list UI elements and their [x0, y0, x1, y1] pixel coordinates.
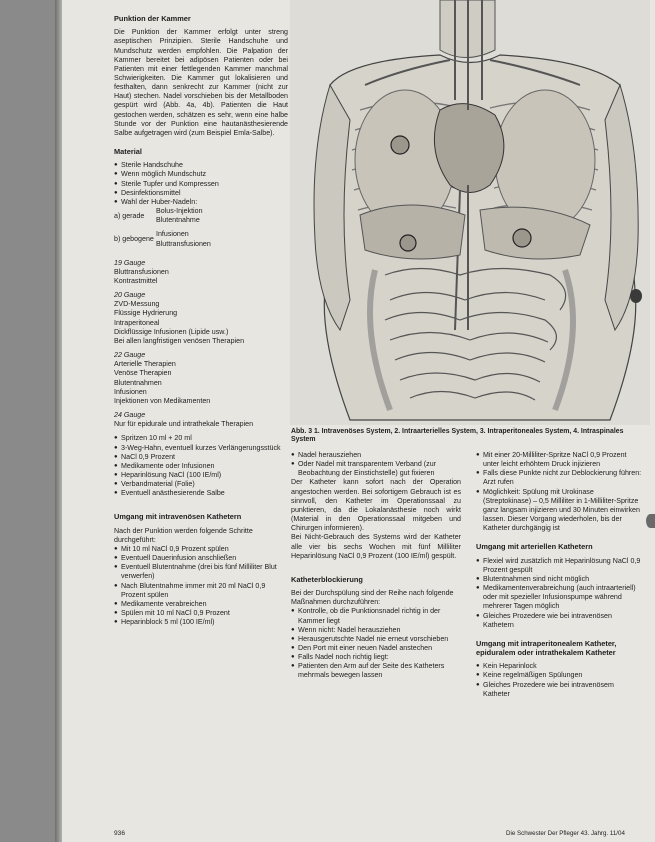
heading-venous-catheter: Umgang mit intravenösen Kathetern [114, 512, 242, 522]
paragraph-non-use: Bei Nicht-Gebrauch des Systems wird der Katheter alle vier bis sechs Wochen mit fünf Milliliter Heparinlösung NaCl 0,9 Prozent (100 IE/ml) gespült. [291, 533, 461, 560]
middle-column [291, 451, 461, 681]
venous-intro: Nach der Punktion werden folgende Schritte durchgeführt: [114, 526, 253, 544]
gauge-line: Nur für epidurale und intrathekale Therapien [114, 420, 254, 429]
figure-caption: Abb. 3 1. Intravenöses System, 2. Intraarterielles System, 3. Intraperitoneales System, 4. Intraspinales System [291, 428, 624, 444]
gauge-19-label: 19 Gauge [114, 258, 146, 267]
list-item: ● Kein Heparinlock [476, 662, 642, 671]
list-item: ● Mit 10 ml NaCl 0,9 Prozent spülen [114, 545, 288, 554]
paragraph-chamber-puncture: Die Punktion der Kammer erfolgt unter streng aseptischen Prinzipien. Sterile Handschuhe und Mundschutz werden empfohlen. Die Palpation der Kammer bereitet bei adipösen Patienten oder bei Patienten mit einer fettlegenden Kammer manchmal Schwierigkeiten. Die Kammer gut lokalisieren und festhalten, dann senkrecht zur Kammer (nicht zur Haut) stechen. Nadel vorschieben bis der Metallboden gespürt wird (Abb. 4a, 4b). Patienten die Haut gestochen werden, schätzen es sehr, wenn eine halbe Stunde vor der Punktion eine hautanästhesierende Salbe aufgetragen wird (zum Beispiel Emla-Salbe). [114, 28, 288, 137]
gauge-22-label: 22 Gauge [114, 351, 146, 360]
needle-use: Blutentnahme [156, 216, 200, 225]
gauge-line: Bei allen langfristigen venösen Therapien [114, 336, 245, 345]
list-item: ● Spülen mit 10 ml NaCl 0,9 Prozent [114, 609, 288, 618]
gauge-20-label: 20 Gauge [114, 291, 146, 300]
gauge-line: ZVD-Messung [114, 300, 160, 309]
list-item: ● Sterile Handschuhe [114, 161, 288, 170]
gauge-24-label: 24 Gauge [114, 411, 146, 420]
list-item: ● Blutentnahmen sind nicht möglich [476, 575, 642, 584]
list-item: ● Heparinlösung NaCl (100 IE/ml) [114, 471, 288, 480]
list-item: ● Möglichkeit: Spülung mit Urokinase (Streptokinase) – 0,5 Milliliter in 1-Milliliter-Spritze ganz langsam injizieren und 30 Minuten einwirken lassen. Dieser Vorgang wiederholen, bis der Katheter durchgängig ist [476, 488, 642, 534]
list-item: ● Nadel herausziehen [291, 451, 461, 460]
material-list [114, 161, 288, 207]
list-item: ● Falls Nadel noch richtig liegt: [291, 653, 461, 662]
venous-steps-list [114, 545, 288, 627]
anatomy-illustration [290, 0, 650, 425]
list-item: ● Falls diese Punkte nicht zur Deblockierung führen: Arzt rufen [476, 469, 642, 487]
list-item: ● Herausgerutschte Nadel nie erneut vorschieben [291, 635, 461, 644]
arterial-list [476, 557, 642, 630]
heading-material: Material [114, 147, 142, 157]
right-column [476, 451, 642, 699]
list-item: ● Verbandmaterial (Folie) [114, 480, 288, 489]
needle-curved-uses [156, 230, 211, 248]
gauge-line: Kontrastmittel [114, 277, 158, 285]
needle-curved-row [114, 230, 288, 248]
list-item: ● Wenn nicht: Nadel herausziehen [291, 626, 461, 635]
supplies-list [114, 434, 288, 498]
fixation-list [291, 451, 461, 478]
list-item: ● Kontrolle, ob die Punktionsnadel richtig in der Kammer liegt [291, 607, 461, 625]
list-item: ● Oder Nadel mit transparentem Verband (zur Beobachtung der Einstichstelle) gut fixieren [291, 460, 461, 478]
needle-use: Bolus-Injektion [156, 207, 203, 216]
list-item: ● Nach Blutentnahme immer mit 20 ml NaCl 0,9 Prozent spülen [114, 582, 288, 600]
list-item: ● Mit einer 20-Milliliter-Spritze NaCl 0,9 Prozent unter leicht erhöhtem Druck injizieren [476, 451, 642, 469]
needle-use: Bluttransfusionen [156, 239, 211, 248]
gauge-line: Dickflüssige Infusionen (Lipide usw.) [114, 327, 229, 336]
page-number: 936 [114, 830, 126, 837]
gauge-line: Flüssige Hydrierung [114, 309, 178, 318]
list-item: ● Medikamente verabreichen [114, 600, 288, 609]
list-item: ● Gleiches Prozedere wie bei intravenösem Katheter [476, 681, 642, 699]
needle-use: Infusionen [156, 230, 189, 239]
blockage-intro: Bei der Durchspülung sind der Reihe nach folgende Maßnahmen durchzuführen: [291, 589, 454, 607]
peritoneal-list [476, 662, 642, 699]
gauge-line: Infusionen [114, 387, 147, 396]
list-item: ● NaCl 0,9 Prozent [114, 453, 288, 462]
heading-peritoneal-catheter: Umgang mit intraperitonealem Katheter, epiduralem oder intrathekalem Katheter [476, 638, 617, 658]
margin-mark [630, 289, 642, 303]
needle-straight-uses [156, 207, 203, 225]
list-item: ● Medikamentenverabreichung (auch intraarteriell) oder mit spezieller Infusionspumpe während mehrerer Tagen möglich [476, 584, 642, 611]
blockage-steps-list [291, 607, 461, 680]
list-item: ● Keine regelmäßigen Spülungen [476, 671, 642, 680]
paragraph-operation: Der Katheter kann sofort nach der Operation angestochen werden. Bei sofortigem Gebrauch ist es sinnvoll, den Katheter im Operationssaal zu punktieren, da die Lokalanästhesie noch wirkt (Material in den Operationssaal mitgeben und Chirurgen informieren). [291, 478, 461, 533]
gauge-line: Venöse Therapien [114, 369, 172, 378]
list-item: ● Den Port mit einer neuen Nadel anstechen [291, 644, 461, 653]
list-item: ● Gleiches Prozedere wie bei intravenösen Kathetern [476, 612, 642, 630]
anatomy-figure [290, 0, 650, 425]
heading-catheter-blockage: Katheterblockierung [291, 574, 363, 584]
gauge-line: Bluttransfusionen [114, 267, 169, 276]
heading-arterial-catheter: Umgang mit arteriellen Kathetern [476, 542, 593, 552]
list-item: ● Desinfektionsmittel [114, 189, 288, 198]
journal-reference: Die Schwester Der Pfleger 43. Jahrg. 11/04 [506, 830, 625, 837]
margin-mark [646, 514, 655, 528]
deblocking-list [476, 451, 642, 533]
gauge-line: Injektionen von Medikamenten [114, 396, 211, 405]
list-item: ● Sterile Tupfer und Kompressen [114, 180, 288, 189]
gauge-line: Blutentnahmen [114, 378, 162, 387]
left-column [114, 14, 288, 627]
list-item: ● Spritzen 10 ml + 20 ml [114, 434, 288, 443]
list-item: ● Eventuell anästhesierende Salbe [114, 489, 288, 498]
list-item: ● Medikamente oder Infusionen [114, 462, 288, 471]
list-item: ● Heparinblock 5 ml (100 IE/ml) [114, 618, 288, 627]
list-item: ● 3-Weg-Hahn, eventuell kurzes Verlängerungsstück [114, 444, 288, 453]
list-item: ● Flexiel wird zusätzlich mit Heparinlösung NaCl 0,9 Prozent gespült [476, 557, 642, 575]
heading-chamber-puncture: Punktion der Kammer [114, 14, 191, 23]
list-item: ● Eventuell Blutentnahme (drei bis fünf Milliliter Blut verwerfen) [114, 563, 288, 581]
list-item: ● Wahl der Huber-Nadeln: [114, 198, 288, 207]
list-item: ● Eventuell Dauerinfusion anschließen [114, 554, 288, 563]
gauge-line: Arterielle Therapien [114, 360, 176, 369]
list-item: ● Patienten den Arm auf der Seite des Katheters mehrmals bewegen lassen [291, 662, 461, 680]
needle-straight-row [114, 207, 288, 225]
needle-straight-label: a) gerade [114, 212, 145, 221]
needle-curved-label: b) gebogene [114, 235, 154, 244]
gauge-line: Intraperitoneal [114, 318, 160, 327]
list-item: ● Wenn möglich Mundschutz [114, 170, 288, 179]
